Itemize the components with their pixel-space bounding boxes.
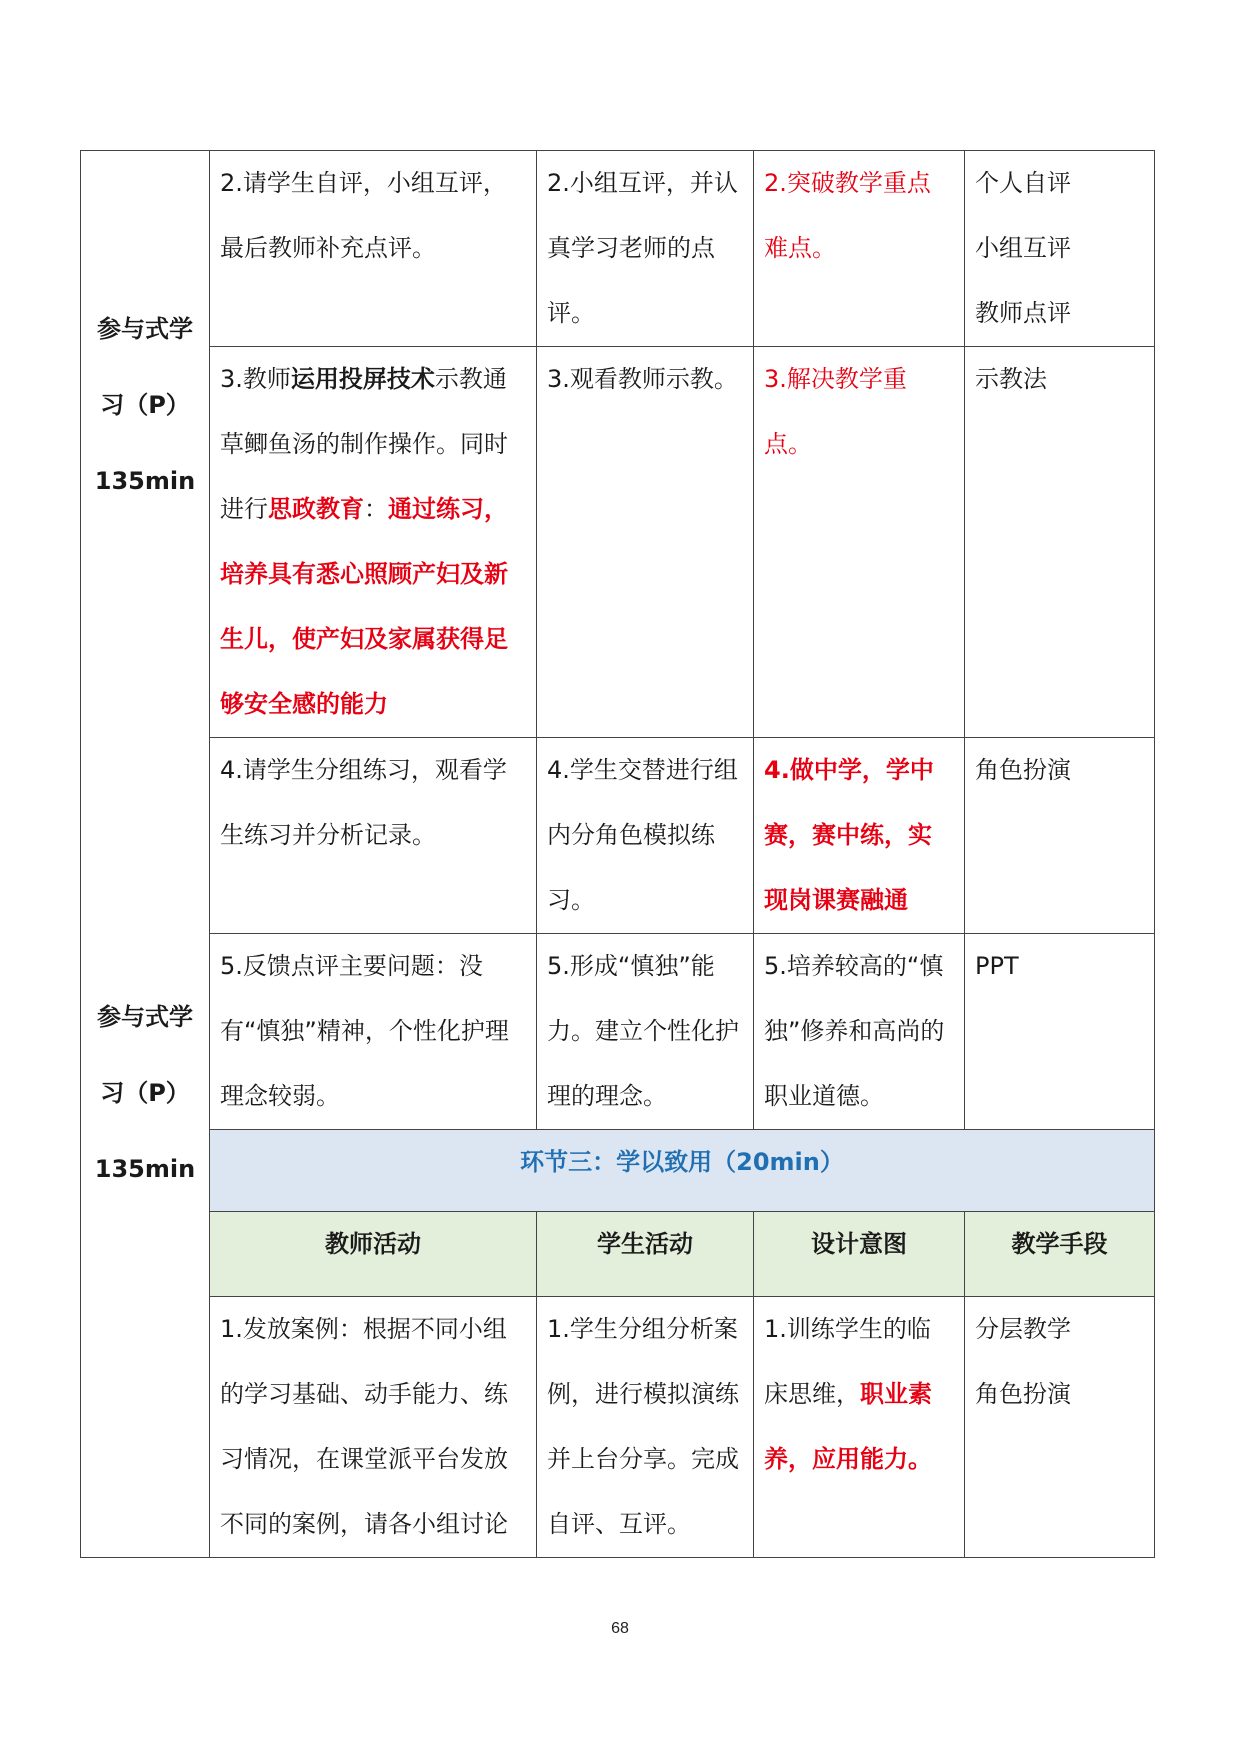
teaching-means-cell: [965, 347, 1155, 738]
student-activity-cell: [537, 151, 754, 347]
teaching-means-cell: [965, 738, 1155, 934]
teacher-activity-cell: [210, 347, 537, 738]
student-activity-cell: [537, 738, 754, 934]
phase-label-line2-repeat: 习（P）: [100, 1079, 190, 1107]
teaching-means-item: 角色扮演: [975, 756, 1071, 784]
design-intent-highlight: 职业素养，应用能力。: [764, 1380, 932, 1473]
student-activity-text: 1.学生分组分析案例，进行模拟演练并上台分享。完成自评、互评。: [547, 1315, 739, 1538]
header-row: [81, 1212, 1155, 1297]
table-row: [81, 934, 1155, 1130]
header-student-activity: 学生活动: [537, 1212, 754, 1297]
phase-label-line2: 习（P）: [100, 391, 190, 419]
teaching-means-item: 角色扮演: [975, 1380, 1071, 1408]
design-intent-text: 2.突破教学重点难点。: [764, 169, 931, 262]
section-title: 环节三：学以致用（20min）: [210, 1130, 1155, 1212]
student-activity-text: 3.观看教师示教。: [547, 365, 738, 393]
design-intent-cell: [754, 738, 965, 934]
teaching-means-item: 个人自评: [975, 169, 1071, 197]
phase-cell: [81, 151, 210, 1558]
student-activity-text: 5.形成“慎独”能力。建立个性化护理的理念。: [547, 952, 739, 1110]
design-intent-cell: [754, 347, 965, 738]
student-activity-text: 2.小组互评，并认真学习老师的点评。: [547, 169, 738, 327]
page-number: 68: [611, 1620, 629, 1637]
ideology-education-text: 通过练习，培养具有悉心照顾产妇及新生儿，使产妇及家属获得足够安全感的能力: [220, 495, 508, 718]
student-activity-cell: [537, 934, 754, 1130]
design-intent-cell: [754, 1297, 965, 1558]
design-intent-cell: [754, 934, 965, 1130]
header-teacher-activity: 教师活动: [210, 1212, 537, 1297]
teacher-activity-cell: [210, 934, 537, 1130]
table-row: [81, 1297, 1155, 1558]
teacher-text-plain: 示教通草鲫鱼汤的制作操作。同时进行: [220, 365, 508, 523]
teaching-means-item: PPT: [975, 952, 1019, 980]
teaching-means-cell: [965, 1297, 1155, 1558]
teacher-activity-text: 1.发放案例：根据不同小组的学习基础、动手能力、练习情况，在课堂派平台发放不同的案例，请各小组讨论: [220, 1315, 508, 1538]
teacher-activity-cell: [210, 151, 537, 347]
student-activity-cell: [537, 1297, 754, 1558]
teacher-activity-text: 2.请学生自评，小组互评，最后教师补充点评。: [220, 169, 507, 262]
phase-label-line1: 参与式学: [97, 315, 193, 343]
teacher-text-colon: ：: [364, 495, 388, 523]
teaching-means-cell: [965, 934, 1155, 1130]
teacher-activity-text: 4.请学生分组练习，观看学生练习并分析记录。: [220, 756, 507, 849]
design-intent-text: 1.训练学生的临床思维，: [764, 1315, 931, 1408]
teaching-means-item: 教师点评: [975, 299, 1071, 327]
phase-label-line1-repeat: 参与式学: [97, 1003, 193, 1031]
teacher-activity-cell: [210, 1297, 537, 1558]
design-intent-text: 4.做中学，学中赛，赛中练，实现岗课赛融通: [764, 756, 934, 914]
student-activity-cell: [537, 347, 754, 738]
phase-label-line3: 135min: [94, 467, 196, 495]
design-intent-text: 5.培养较高的“慎独”修养和高尚的职业道德。: [764, 952, 945, 1110]
table-row: [81, 738, 1155, 934]
teacher-text-plain: 3.教师: [220, 365, 291, 393]
design-intent-text: 3.解决教学重点。: [764, 365, 907, 458]
student-activity-text: 4.学生交替进行组内分角色模拟练习。: [547, 756, 738, 914]
teaching-means-item: 分层教学: [975, 1315, 1071, 1343]
section-row: [81, 1130, 1155, 1212]
teaching-means-cell: [965, 151, 1155, 347]
design-intent-cell: [754, 151, 965, 347]
teaching-means-item: 小组互评: [975, 234, 1071, 262]
table-row: [81, 347, 1155, 738]
teacher-text-bold: 运用投屏技术: [290, 365, 435, 393]
header-teaching-means: 教学手段: [965, 1212, 1155, 1297]
ideology-education-label: 思政教育: [268, 495, 364, 523]
teaching-means-item: 示教法: [975, 365, 1047, 393]
lesson-plan-table: [80, 150, 1155, 1558]
table-row: [81, 151, 1155, 347]
header-design-intent: 设计意图: [754, 1212, 965, 1297]
teacher-activity-text: 5.反馈点评主要问题：没有“慎独”精神，个性化护理理念较弱。: [220, 952, 509, 1110]
teacher-activity-cell: [210, 738, 537, 934]
phase-label-line3-repeat: 135min: [94, 1155, 196, 1183]
